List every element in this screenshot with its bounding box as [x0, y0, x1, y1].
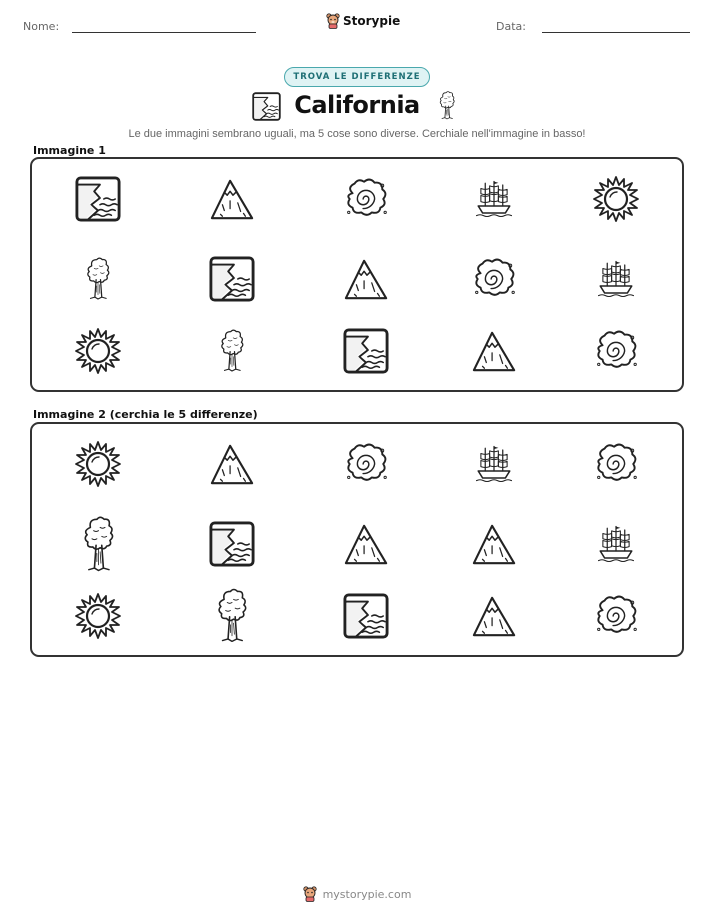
panel-image-1 — [30, 157, 684, 392]
coast-icon[interactable] — [343, 593, 389, 639]
fog-cloud-icon[interactable] — [471, 256, 517, 302]
date-line[interactable] — [542, 32, 690, 33]
mountain-icon[interactable] — [209, 441, 255, 487]
fog-cloud-icon[interactable] — [343, 441, 389, 487]
mountain-icon[interactable] — [471, 593, 517, 639]
sailing-ship-icon[interactable] — [473, 443, 515, 485]
panel-image-2 — [30, 422, 684, 657]
panel2-label: Immagine 2 (cerchia le 5 differenze) — [33, 408, 258, 421]
title-tree-icon — [437, 91, 457, 123]
fog-cloud-icon[interactable] — [593, 593, 639, 639]
sailing-ship-icon[interactable] — [595, 258, 637, 300]
fog-cloud-icon[interactable] — [593, 441, 639, 487]
page-title: California — [294, 91, 420, 119]
sun-icon[interactable] — [74, 592, 122, 640]
coast-icon[interactable] — [343, 328, 389, 374]
sun-icon[interactable] — [74, 440, 122, 488]
instructions: Le due immagini sembrano uguali, ma 5 cose sono diverse. Cerchiale nell'immagine in basso! — [128, 128, 586, 140]
sun-icon[interactable] — [74, 327, 122, 375]
date-label: Data: — [496, 20, 526, 33]
name-line[interactable] — [72, 32, 256, 33]
coast-icon[interactable] — [209, 521, 255, 567]
sailing-ship-icon[interactable] — [473, 178, 515, 220]
sailing-ship-icon[interactable] — [595, 523, 637, 565]
mountain-icon[interactable] — [471, 328, 517, 374]
bear-mascot-icon — [326, 13, 340, 29]
redwood-tree-icon[interactable] — [83, 251, 113, 307]
brand-logo — [326, 13, 400, 29]
fog-cloud-icon[interactable] — [343, 176, 389, 222]
sun-icon[interactable] — [592, 175, 640, 223]
fog-cloud-icon[interactable] — [593, 328, 639, 374]
brand-name: Storypie — [343, 14, 401, 28]
name-label: Nome: — [23, 20, 60, 33]
redwood-tree-icon[interactable] — [217, 323, 247, 379]
footer — [0, 886, 714, 902]
mountain-icon[interactable] — [209, 176, 255, 222]
panel1-label: Immagine 1 — [33, 144, 106, 157]
mountain-icon[interactable] — [471, 521, 517, 567]
coast-icon[interactable] — [75, 176, 121, 222]
mountain-icon[interactable] — [343, 521, 389, 567]
mountain-icon[interactable] — [343, 256, 389, 302]
redwood-tree-icon[interactable] — [213, 581, 251, 651]
bear-mascot-icon — [303, 886, 317, 902]
footer-site: mystorypie.com — [322, 887, 412, 901]
coast-icon[interactable] — [209, 256, 255, 302]
badge-spot-differences: TROVA LE DIFFERENZE — [284, 67, 430, 87]
redwood-tree-icon[interactable] — [79, 508, 118, 581]
